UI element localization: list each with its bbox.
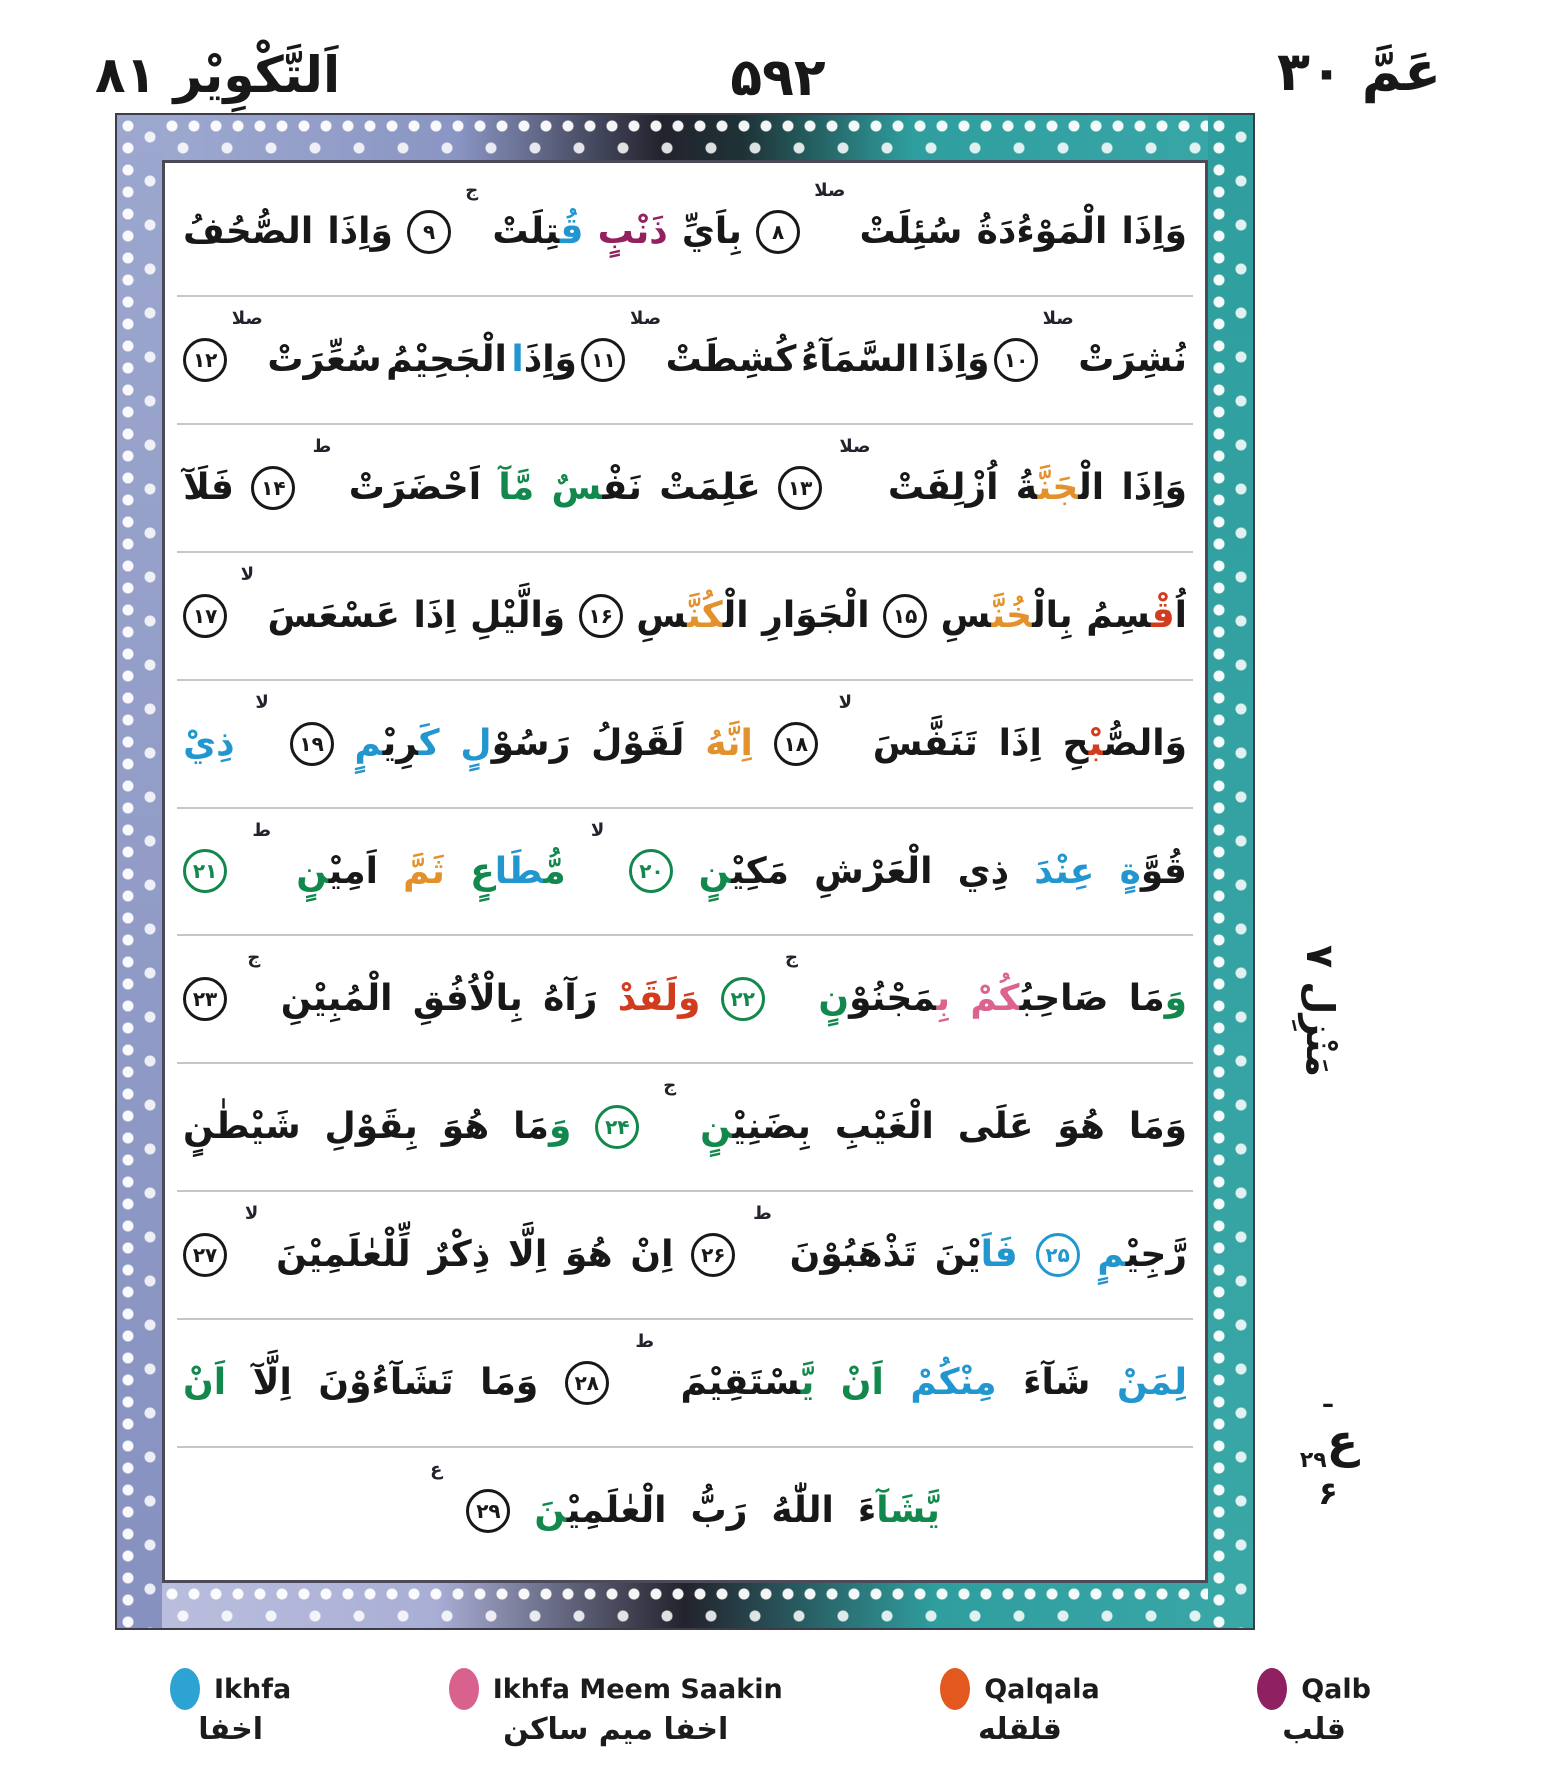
quran-word [354, 716, 439, 772]
tajweed-segment: بِضَنِيْ‍ [732, 1106, 811, 1148]
tajweed-segment: ‍جَنَّ‍ [1037, 466, 1079, 508]
tajweed-segment: ‍نَ [534, 1490, 567, 1532]
quran-word: عَلَى [957, 1106, 1034, 1148]
quran-word [470, 844, 565, 900]
quran-line-10 [177, 1320, 1193, 1448]
quran-word: وَمَا [1128, 1106, 1187, 1148]
tajweed-segment: نَفْ‍ [602, 466, 642, 508]
legend-color-dot-icon [1257, 1668, 1287, 1710]
quran-word: هُوَ [565, 1234, 613, 1276]
verse-end-marker: ۱۲ [183, 338, 227, 382]
stop-sign: ج [465, 180, 479, 201]
quran-word: اَنْ [183, 1362, 227, 1404]
tajweed-segment: قْ‍ [1151, 594, 1175, 636]
legend-color-dot-icon [449, 1668, 479, 1710]
legend-item-qalqala [940, 1668, 1099, 1747]
frame-ornament-left [117, 115, 162, 1628]
page-header [0, 28, 1556, 118]
tajweed-segment: ‍سِمُ [1086, 594, 1152, 636]
tajweed-segment: ‍حِ [1062, 722, 1089, 764]
quran-word [460, 716, 570, 772]
legend-label-ar: قلب [1282, 1712, 1346, 1747]
verse-end-marker: ۲۱ [183, 849, 227, 893]
juz-label: عَمَّ ۳۰ [1277, 40, 1441, 103]
tajweed-segment: وَالصُّ‍ [1103, 722, 1187, 764]
quran-line-3 [177, 425, 1193, 553]
legend-label-en: Ikhfa [214, 1673, 292, 1705]
verse-end-marker: ۲۸ [565, 1361, 609, 1405]
verse-end-marker: ۱۴ [251, 466, 295, 510]
quran-word: بِالْاُفُقِ [412, 978, 523, 1020]
quran-word: رَبُّ [690, 1490, 748, 1532]
quran-word: وَاِذَا [924, 338, 990, 380]
ruku-marker [1296, 1384, 1360, 1512]
decorative-frame [115, 113, 1255, 1630]
ruku-dash: ـ [1323, 1384, 1333, 1414]
quran-word [296, 844, 378, 900]
quran-word: وَلَقَدْ [617, 978, 701, 1020]
tajweed-segment: ‍ةُ [1015, 466, 1038, 508]
quran-word: وَاِذَا [1121, 466, 1187, 508]
tajweed-segment: فَاَ [980, 1234, 1018, 1276]
quran-word: مِنْكُمْ [910, 1362, 997, 1404]
quran-word [700, 1099, 811, 1155]
quran-word [941, 588, 1073, 644]
tajweed-segment: ‍سِ [940, 594, 992, 636]
quran-word: تَنَفَّسَ [872, 722, 978, 764]
tajweed-segment: ‍تِلَتْ [492, 211, 560, 253]
verse-end-marker: ۲۶ [691, 1233, 735, 1277]
tajweed-segment: ةٍ [1119, 850, 1141, 892]
legend-item-qalb [1257, 1668, 1371, 1747]
quran-word: عَلِمَتْ [659, 466, 761, 508]
quran-word [970, 971, 1108, 1027]
quran-word [1086, 588, 1187, 644]
tajweed-segment: صَاحِبُ‍ [1019, 978, 1109, 1020]
verse-end-marker: ۲۲ [721, 977, 765, 1021]
ruku-count: ۶ [1318, 1473, 1338, 1512]
ruku-ain-letter: ع [1326, 1413, 1359, 1468]
verse-end-marker: ۲۰ [629, 849, 673, 893]
quran-word: بِقَوْلِ [324, 1106, 418, 1148]
quran-word [636, 588, 748, 644]
tajweed-segment: الْعٰلَمِيْ‍ [566, 1490, 667, 1532]
quran-word [1016, 460, 1104, 516]
tajweed-segment: ‍سْتَقِيْمَ [680, 1362, 801, 1404]
quran-word [699, 844, 789, 900]
ruku-number: ۲۹ [1299, 1447, 1327, 1473]
quran-word: وَمَا [480, 1362, 539, 1404]
quran-word [513, 1099, 571, 1155]
tajweed-segment: الْ‍ [722, 594, 749, 636]
quran-line-9 [177, 1192, 1193, 1320]
quran-word: الْجَحِيْمُ [386, 338, 507, 380]
quran-word [492, 204, 583, 260]
tajweed-segment: ‍رِيْ‍ [382, 722, 419, 764]
tajweed-segment: مُّ‍ [543, 850, 566, 892]
quran-word [681, 1355, 815, 1411]
tajweed-segment: رَّجِيْ‍ [1125, 1234, 1187, 1276]
tajweed-segment: نٍ [818, 978, 850, 1020]
tajweed-segment: بِ‍ [936, 978, 950, 1020]
quran-line-2 [177, 297, 1193, 425]
stop-sign: صلا [1042, 307, 1074, 329]
legend-label-ar: اخفا [198, 1712, 263, 1747]
quran-word: اُزْلِفَتْ [887, 466, 999, 508]
verse-end-marker: ۱۰ [994, 338, 1038, 382]
verse-end-marker: ۱۱ [581, 338, 625, 382]
tajweed-segment: عٍ [470, 850, 495, 892]
quran-line-11 [177, 1448, 1193, 1574]
quran-word [534, 1483, 666, 1539]
quran-word: اِذَا [413, 594, 457, 636]
tajweed-segment: ءَ [857, 1490, 877, 1532]
quran-word: الْجَوَارِ [762, 594, 870, 636]
quran-word: اِنْ [630, 1234, 674, 1276]
tajweed-segment: ‍كُمْ [970, 978, 1020, 1020]
tajweed-segment: وَ [1164, 978, 1187, 1020]
stop-sign: لا [255, 691, 269, 713]
legend-row [1257, 1668, 1371, 1710]
verse-end-marker: ۲۵ [1036, 1233, 1080, 1277]
quran-word: الْمَوْءُدَةُ [976, 211, 1108, 253]
legend-row [940, 1668, 1099, 1710]
tajweed-segment: يَّشَآ [876, 1490, 940, 1532]
stop-sign: لا [590, 819, 605, 841]
tajweed-segment: اَمِيْ‍ [328, 850, 378, 892]
legend-item-ikhfa [170, 1668, 291, 1747]
quran-word: ذَنْبٍ [597, 211, 668, 253]
verse-end-marker: ۱۷ [183, 594, 227, 638]
tajweed-segment: كَ‍ [418, 722, 440, 764]
tajweed-segment: ‍مٍ [354, 722, 383, 764]
quran-word: اِذَا [998, 722, 1042, 764]
stop-sign: ج [247, 947, 261, 969]
verse-end-marker: ۲۹ [466, 1489, 510, 1533]
quran-word: ذِكْرٌ [428, 1234, 491, 1276]
stop-sign: ط [635, 1331, 655, 1353]
tajweed-segment: رَسُوْ [491, 722, 571, 764]
legend-row [170, 1668, 291, 1710]
quran-word [935, 1227, 1018, 1283]
quran-word: السَّمَآءُ [800, 338, 920, 380]
quran-word: اِلَّآ [252, 1362, 292, 1404]
stop-sign: صلا [814, 180, 846, 201]
verse-end-marker: ۱۹ [290, 722, 334, 766]
stop-sign: ط [753, 1203, 772, 1225]
quran-word [1120, 844, 1187, 900]
legend-label-en: Ikhfa Meem Saakin [492, 1673, 783, 1705]
quran-word: سُعِّرَتْ [267, 338, 382, 380]
stop-sign: صلا [630, 307, 662, 329]
quran-word [1129, 971, 1187, 1027]
tajweed-segment: ‍طَا [494, 850, 544, 892]
tajweed-segment: اُ [1174, 594, 1187, 636]
stop-sign: لا [240, 563, 254, 585]
quran-word: ذِيْ [183, 722, 235, 764]
tajweed-segment: ‍بْ‍ [1088, 722, 1104, 764]
tajweed-segment: يْنَ [934, 1234, 981, 1276]
quran-word: عَسْعَسَ [267, 594, 400, 636]
page-number: ۵۹۲ [730, 48, 826, 108]
tajweed-segment: ا [511, 338, 524, 380]
legend-item-ikhfa-meem-saakin [449, 1668, 783, 1747]
quran-word: الْمُبِيْنِ [280, 978, 393, 1020]
quran-word: هُوَ [1057, 1106, 1105, 1148]
quran-line-5 [177, 681, 1193, 809]
frame-ornament-top [117, 115, 1253, 160]
quran-word: تَشَآءُوْنَ [318, 1362, 454, 1404]
tajweed-segment: قُوَّ [1140, 850, 1187, 892]
tajweed-segment: مَا [513, 1106, 549, 1148]
legend-label-ar: قلقله [978, 1712, 1062, 1747]
tajweed-segment: ‍نٍ [700, 1106, 733, 1148]
stop-sign: ط [312, 435, 332, 457]
tajweed-segment: وَاِذَ [523, 338, 577, 380]
legend-color-dot-icon [170, 1668, 200, 1710]
quran-word: هُوَ [441, 1106, 490, 1148]
tajweed-segment: قُ‍ [559, 211, 584, 253]
stop-sign: ط [252, 819, 272, 841]
ruku-ain-sign [1298, 1413, 1359, 1473]
legend-label-ar: اخفا میم ساکن [503, 1712, 729, 1747]
tajweed-segment: ‍سِ [636, 594, 688, 636]
quran-word: لِّلْعٰلَمِيْنَ [276, 1234, 411, 1276]
quran-word: الْعَرْشِ [814, 850, 933, 892]
stop-sign: لا [244, 1203, 259, 1225]
surah-title: اَلتَّكْوِيْر ۸۱ [95, 46, 341, 104]
quran-word [818, 971, 950, 1027]
quran-line-6 [177, 809, 1193, 937]
legend-color-dot-icon [940, 1668, 970, 1710]
verse-end-marker: ۱۶ [579, 594, 623, 638]
legend-label-en: Qalqala [984, 1673, 1100, 1705]
frame-ornament-right [1208, 115, 1253, 1628]
quran-word: ذِي [957, 850, 1010, 892]
stop-sign: ج [785, 947, 799, 969]
quran-word: الصُّحُفُ [183, 211, 314, 253]
quran-word: شَآءَ [1023, 1362, 1091, 1404]
quran-word: لِمَنْ [1116, 1362, 1187, 1404]
quran-text-area [177, 169, 1193, 1574]
tajweed-legend [0, 1668, 1556, 1747]
quran-word: مَّآ [498, 466, 535, 508]
quran-word [858, 1483, 940, 1539]
quran-word: رَآهُ [543, 978, 598, 1020]
quran-word: لَقَوْلُ [591, 722, 685, 764]
legend-row [449, 1668, 783, 1710]
quran-word: وَالَّيْلِ [470, 594, 566, 636]
tajweed-segment: ‍سٌ [551, 466, 603, 508]
verse-end-marker: ۱۸ [774, 722, 818, 766]
manzil-marker: مَنْزِل ۷ [1298, 945, 1342, 1078]
quran-word: اِنَّهُ [705, 722, 753, 764]
verse-end-marker: ۱۵ [883, 594, 927, 638]
verse-end-marker: ۲۳ [183, 977, 227, 1021]
tajweed-segment: ‍خُنَّ‍ [991, 594, 1033, 636]
stop-sign: صلا [231, 307, 263, 329]
quran-word: نُشِرَتْ [1078, 338, 1187, 380]
quran-word: ثَمَّ [403, 850, 445, 892]
quran-word [511, 332, 577, 388]
quran-word [1097, 1227, 1187, 1283]
legend-label-en: Qalb [1301, 1673, 1371, 1705]
quran-line-1 [177, 169, 1193, 297]
tajweed-segment: الْ‍ [1078, 466, 1105, 508]
quran-line-4 [177, 553, 1193, 681]
verse-end-marker: ۸ [756, 210, 800, 254]
tajweed-segment: يَّ‍ [800, 1362, 815, 1404]
quran-word: شَيْطٰنٍ [183, 1106, 301, 1148]
tajweed-segment: بِالْ‍ [1032, 594, 1073, 636]
verse-end-marker: ۱۳ [778, 466, 822, 510]
frame-ornament-bottom [117, 1583, 1253, 1628]
quran-word: عِنْدَ [1034, 850, 1095, 892]
stop-sign: لا [838, 691, 852, 713]
quran-word: وَاِذَا [327, 211, 393, 253]
tajweed-segment: لٍ [460, 722, 492, 764]
quran-word: كُشِطَتْ [665, 338, 797, 380]
tajweed-segment: ‍مٍ [1097, 1234, 1126, 1276]
quran-word [552, 460, 642, 516]
quran-line-8 [177, 1064, 1193, 1192]
quran-word: اَنْ [840, 1362, 884, 1404]
tajweed-segment: ‍نٍ [296, 850, 329, 892]
verse-end-marker: ۲۷ [183, 1233, 227, 1277]
stop-sign: ج [663, 1075, 677, 1097]
quran-word: فَلَآ [183, 466, 234, 508]
tajweed-segment: وَ [548, 1106, 572, 1148]
tajweed-segment: ‍مَجْنُوْ [849, 978, 937, 1020]
quran-line-7 [177, 936, 1193, 1064]
stop-sign: ع [430, 1459, 443, 1481]
quran-word: وَاِذَا [1121, 211, 1187, 253]
quran-word: تَذْهَبُوْنَ [789, 1234, 917, 1276]
verse-end-marker: ۹ [407, 210, 451, 254]
quran-word: بِاَيِّ [681, 211, 742, 253]
quran-word: الْغَيْبِ [834, 1106, 934, 1148]
quran-word: اَحْضَرَتْ [348, 466, 482, 508]
quran-word: اِلَّا [508, 1234, 548, 1276]
quran-word: اللّٰهُ [771, 1490, 834, 1532]
tajweed-segment: ‍كُنَّ‍ [687, 594, 723, 636]
verse-end-marker: ۲۴ [595, 1105, 639, 1149]
tajweed-segment: مَكِيْ‍ [731, 850, 789, 892]
tajweed-segment: ‍نٍ [698, 850, 732, 892]
frame-inner [162, 160, 1208, 1583]
quran-word [1063, 716, 1187, 772]
stop-sign: صلا [839, 435, 871, 457]
quran-word: سُئِلَتْ [859, 211, 963, 253]
tajweed-segment: مَا [1128, 978, 1165, 1020]
